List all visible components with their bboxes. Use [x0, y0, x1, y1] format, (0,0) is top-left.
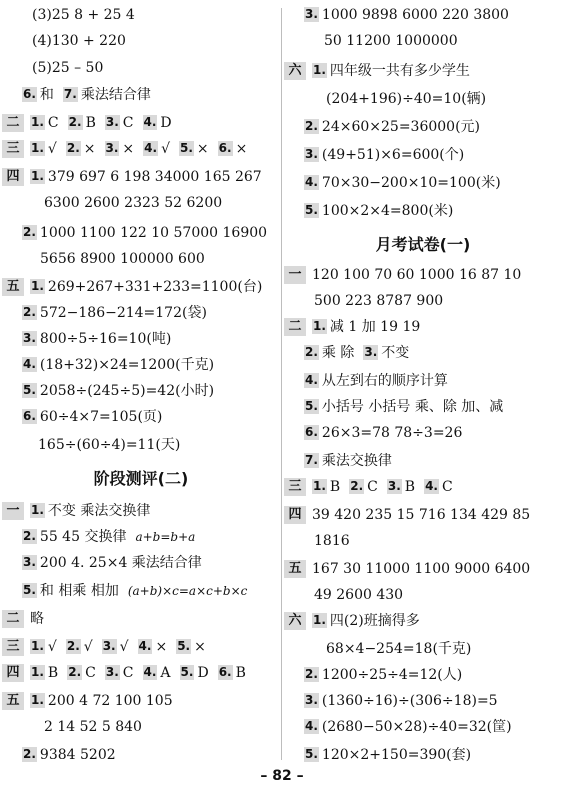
question-number: 2.	[305, 667, 318, 681]
row-content	[312, 502, 539, 528]
answer-row	[282, 528, 564, 554]
question-number: 6.	[23, 409, 36, 423]
row-content	[22, 300, 216, 326]
answer-text: 269+267+331+233=1100(台)	[47, 279, 263, 295]
answer-row	[282, 474, 564, 500]
answer-text: 50 11200 1000000	[324, 33, 458, 49]
answer-text: C	[122, 665, 134, 681]
answer-text: C	[122, 115, 134, 131]
row-content	[304, 340, 418, 366]
row-content	[304, 2, 518, 28]
section-heading: 月考试卷(一)	[375, 235, 471, 254]
question-number: 2.	[23, 305, 36, 319]
answer-row	[0, 714, 282, 740]
answer-text: 1816	[314, 533, 350, 549]
answer-text: (1360÷16)÷(306÷18)=5	[321, 693, 498, 709]
question-number: 1.	[313, 319, 326, 333]
answer-text: 60÷4×7=105(页)	[39, 409, 163, 425]
answer-text: C	[367, 479, 378, 495]
answer-text: C	[47, 115, 59, 131]
question-number: 1.	[31, 169, 44, 183]
row-content	[44, 714, 142, 740]
answer-text: 120×2+150=390(套)	[321, 747, 472, 763]
row-content	[326, 86, 486, 112]
answer-text: 100×2×4=800(米)	[321, 203, 454, 219]
section-marker: 三	[2, 638, 24, 656]
answer-text: 从左到右的顺序计算	[321, 373, 448, 389]
question-number: 1.	[31, 665, 44, 679]
row-content	[304, 114, 489, 140]
answer-text: 120 100 70 60 1000 16 87 10	[312, 267, 522, 283]
answer-text: 四(2)班摘得多	[329, 613, 420, 629]
answer-text: 乘 除	[321, 345, 355, 361]
answer-text: 200 4 72 100 105	[47, 693, 173, 709]
answer-text: 乘法结合律	[80, 87, 151, 103]
row-content	[304, 688, 507, 714]
row-content	[304, 142, 473, 168]
answer-text: B	[47, 665, 59, 681]
answer-text: 略	[30, 611, 44, 627]
answer-text: 减 1 加 19 19	[329, 319, 421, 335]
answer-text: 不变 乘法交换律	[47, 503, 151, 519]
answer-text: D	[160, 115, 172, 131]
row-content	[30, 136, 256, 162]
answer-row	[282, 198, 564, 224]
answer-row	[282, 368, 564, 394]
question-number: 2.	[66, 141, 80, 155]
question-number: 5.	[180, 141, 193, 155]
row-content	[312, 608, 429, 634]
answer-row	[282, 556, 564, 582]
answer-row	[0, 550, 282, 576]
question-number: 1.	[31, 115, 44, 129]
answer-row	[282, 340, 564, 366]
answer-text: D	[197, 665, 209, 681]
answer-text: ×	[196, 141, 209, 157]
question-number: 1.	[31, 693, 44, 707]
question-number: 2.	[350, 479, 364, 493]
question-number: 5.	[180, 665, 194, 679]
row-content	[22, 742, 125, 768]
answer-text: (4)130 + 220	[32, 33, 126, 49]
question-number: 4.	[143, 115, 157, 129]
answer-text: √	[161, 141, 170, 157]
answer-text: 6300 2600 2323 52 6200	[44, 195, 223, 211]
answer-text: 70×30−200×10=100(米)	[321, 175, 501, 191]
answer-row	[282, 448, 564, 474]
answer-text: 572−186−214=172(袋)	[39, 305, 207, 321]
question-number: 4.	[305, 175, 318, 189]
answer-text: 不变	[381, 345, 410, 361]
answer-row	[282, 2, 564, 28]
answer-text: 2 14 52 5 840	[44, 719, 142, 735]
answer-row	[0, 404, 282, 430]
answer-row	[0, 524, 282, 550]
row-content	[304, 170, 510, 196]
row-content	[314, 288, 443, 314]
answer-row	[0, 2, 282, 28]
answer-row	[0, 246, 282, 272]
section-marker: 四	[284, 506, 306, 524]
answer-row	[282, 582, 564, 608]
answer-text: √	[83, 639, 93, 655]
question-number: 1.	[313, 63, 326, 77]
answer-text: C	[442, 479, 453, 495]
answer-row	[0, 326, 282, 352]
answer-text: C	[85, 665, 96, 681]
answer-text: 5656 8900 100000 600	[40, 251, 205, 267]
answer-row	[0, 164, 282, 190]
row-content	[304, 198, 462, 224]
question-number: 1.	[313, 479, 326, 493]
question-number: 4.	[305, 719, 318, 733]
answer-text: ×	[235, 141, 248, 157]
answer-text: 167 30 11000 1100 9000 6400	[312, 561, 531, 577]
row-content	[32, 2, 135, 28]
section-marker: 五	[284, 560, 306, 578]
row-content	[30, 634, 215, 660]
answer-row	[282, 742, 564, 768]
row-content	[314, 582, 403, 608]
row-content	[22, 404, 171, 430]
answer-text: 26×3=78 78÷3=26	[321, 425, 463, 441]
row-content	[22, 378, 223, 404]
row-content	[38, 432, 180, 458]
answer-row	[282, 170, 564, 196]
answer-text: √	[47, 141, 57, 157]
row-content	[324, 28, 458, 54]
answer-text: 39 420 235 15 716 134 429 85	[312, 507, 531, 523]
answer-text: √	[119, 639, 129, 655]
answer-row	[0, 274, 282, 300]
answer-row	[282, 394, 564, 420]
answer-text: 乘法交换律	[321, 453, 392, 469]
answer-text: 165÷(60÷4)=11(天)	[38, 437, 181, 453]
question-number: 3.	[305, 693, 318, 707]
row-content	[44, 190, 222, 216]
question-number: 2.	[305, 119, 318, 133]
section-heading: 阶段测评(二)	[93, 469, 189, 488]
row-content	[30, 110, 181, 136]
section-marker: 四	[2, 664, 24, 682]
section-marker: 二	[2, 114, 24, 132]
answer-row	[282, 262, 564, 288]
question-number: 1.	[31, 639, 44, 653]
question-number: 3.	[102, 639, 116, 653]
question-number: 5.	[23, 583, 36, 597]
answer-row	[0, 578, 282, 604]
answer-text: 1000 9898 6000 220 3800	[321, 7, 509, 23]
row-content	[304, 368, 457, 394]
row-content	[22, 82, 160, 108]
answer-row	[0, 378, 282, 404]
row-content	[304, 742, 480, 768]
row-content	[304, 714, 521, 740]
row-content	[22, 578, 247, 604]
row-content	[312, 262, 530, 288]
answer-row	[0, 136, 282, 162]
question-number: 7.	[63, 87, 77, 101]
answer-row	[282, 608, 564, 634]
row-content	[312, 556, 539, 582]
answer-row	[282, 86, 564, 112]
answer-row	[0, 82, 282, 108]
question-number: 2.	[23, 747, 36, 761]
section-marker: 一	[284, 266, 306, 284]
answer-row	[0, 660, 282, 686]
row-content	[32, 28, 126, 54]
answer-text: 24×60×25=36000(元)	[321, 119, 481, 135]
answer-row	[282, 688, 564, 714]
question-number: 2.	[68, 115, 82, 129]
answer-text: ×	[155, 639, 168, 655]
section-marker: 三	[284, 478, 306, 496]
row-content	[22, 326, 180, 352]
row-content	[32, 55, 103, 81]
answer-text: A	[160, 665, 171, 681]
answer-text: (18+32)×24=1200(千克)	[39, 357, 215, 373]
section-marker: 一	[2, 502, 24, 520]
answer-text: 68×4−254=18(千克)	[326, 641, 472, 657]
page-number: – 82 –	[260, 768, 304, 784]
question-number: 4.	[305, 373, 318, 387]
question-number: 3.	[23, 331, 36, 345]
section-marker: 四	[2, 168, 24, 186]
answer-text: ×	[194, 639, 206, 655]
question-number: 2.	[68, 665, 82, 679]
section-marker: 六	[284, 62, 306, 80]
answer-row	[282, 636, 564, 662]
answer-row	[282, 58, 564, 84]
answer-text: 小括号 小括号 乘、除 加、减	[321, 399, 504, 415]
question-number: 3.	[105, 141, 119, 155]
row-content	[30, 660, 255, 686]
formula-text: (a+b)×c=a×c+b×c	[127, 584, 248, 598]
answer-text: 四年级一共有多少学生	[329, 63, 470, 79]
question-number: 7.	[305, 453, 318, 467]
question-number: 5.	[305, 203, 318, 217]
answer-row	[0, 432, 282, 458]
question-number: 3.	[364, 345, 378, 359]
answer-row	[282, 714, 564, 740]
question-number: 1.	[313, 613, 326, 627]
question-number: 5.	[305, 399, 318, 413]
question-number: 5.	[23, 383, 36, 397]
question-number: 2.	[23, 529, 36, 543]
answer-row	[0, 352, 282, 378]
question-number: 2.	[23, 225, 36, 239]
question-number: 4.	[138, 639, 152, 653]
answer-row	[0, 220, 282, 246]
question-number: 1.	[31, 503, 44, 517]
question-number: 2.	[66, 639, 80, 653]
answer-text: 49 2600 430	[314, 587, 404, 603]
formula-text: a+b=b+a	[135, 530, 196, 544]
answer-text: 200 4. 25×4 乘法结合律	[39, 555, 202, 571]
answer-text: 379 697 6 198 34000 165 267	[47, 169, 262, 185]
row-content	[22, 550, 211, 576]
question-number: 1.	[31, 279, 44, 293]
answer-text: (5)25 – 50	[32, 60, 104, 76]
answer-row	[282, 420, 564, 446]
answer-text: 9384 5202	[39, 747, 116, 763]
section-marker: 三	[2, 140, 24, 158]
question-number: 6.	[305, 425, 318, 439]
answer-text: 55 45 交换律	[39, 529, 127, 545]
answer-text: ×	[83, 141, 96, 157]
question-number: 4.	[143, 665, 157, 679]
question-number: 6.	[218, 665, 232, 679]
row-content	[312, 474, 462, 500]
section-marker: 六	[284, 612, 306, 630]
answer-row	[282, 142, 564, 168]
answer-text: 500 223 8787 900	[314, 293, 444, 309]
section-marker: 二	[2, 610, 24, 628]
answer-row	[282, 314, 564, 340]
row-content	[312, 314, 429, 340]
answer-text: 和	[39, 87, 54, 103]
question-number: 3.	[105, 665, 119, 679]
question-number: 6.	[218, 141, 232, 155]
row-content	[30, 688, 182, 714]
section-marker: 二	[284, 318, 306, 336]
question-number: 3.	[23, 555, 36, 569]
answer-row	[0, 498, 282, 524]
question-number: 3.	[387, 479, 401, 493]
answer-row	[0, 742, 282, 768]
answer-row	[0, 110, 282, 136]
row-content	[30, 274, 271, 300]
answer-row	[0, 28, 282, 54]
question-number: 6.	[23, 87, 36, 101]
answer-text: √	[47, 639, 57, 655]
answer-row	[282, 662, 564, 688]
answer-text: B	[329, 479, 341, 495]
answer-row	[282, 288, 564, 314]
row-content	[304, 448, 401, 474]
row-content	[312, 58, 479, 84]
question-number: 3.	[105, 115, 119, 129]
question-number: 3.	[305, 147, 318, 161]
row-content	[30, 164, 271, 190]
question-number: 4.	[425, 479, 438, 493]
answer-text: B	[404, 479, 416, 495]
answer-text: (3)25 8 + 25 4	[32, 7, 135, 23]
row-content	[304, 662, 471, 688]
question-number: 1.	[31, 141, 44, 155]
question-number: 4.	[144, 141, 158, 155]
answer-row	[0, 190, 282, 216]
row-content	[22, 524, 195, 550]
row-content	[30, 498, 159, 524]
answer-row	[282, 502, 564, 528]
question-number: 5.	[177, 639, 191, 653]
answer-text: (49+51)×6=600(个)	[321, 147, 465, 163]
answer-text: (2680−50×28)÷40=32(筐)	[321, 719, 512, 735]
answer-row	[0, 300, 282, 326]
row-content	[304, 420, 471, 446]
answer-text: B	[85, 115, 96, 131]
question-number: 2.	[305, 345, 318, 359]
answer-row	[282, 114, 564, 140]
answer-row	[0, 55, 282, 81]
section-marker: 五	[2, 692, 24, 710]
answer-row	[0, 688, 282, 714]
answer-text: 和 相乘 相加	[39, 583, 119, 599]
answer-row	[0, 606, 282, 632]
question-number: 4.	[23, 357, 36, 371]
question-number: 3.	[305, 7, 318, 21]
row-content	[40, 246, 205, 272]
answer-text: 1000 1100 122 10 57000 16900	[39, 225, 268, 241]
row-content	[304, 394, 512, 420]
answer-row	[0, 634, 282, 660]
answer-text: (204+196)÷40=10(辆)	[326, 91, 487, 107]
answer-text: B	[235, 665, 246, 681]
answer-text: ×	[122, 141, 135, 157]
row-content	[22, 352, 223, 378]
row-content	[30, 606, 53, 632]
answer-text: 800÷5÷16=10(吨)	[39, 331, 172, 347]
answer-text: 1200÷25÷4=12(人)	[321, 667, 463, 683]
section-marker: 五	[2, 278, 24, 296]
answer-text: 2058÷(245÷5)=42(小时)	[39, 383, 215, 399]
row-content	[22, 220, 276, 246]
row-content	[314, 528, 350, 554]
row-content	[326, 636, 471, 662]
question-number: 5.	[305, 747, 318, 761]
answer-row	[282, 28, 564, 54]
